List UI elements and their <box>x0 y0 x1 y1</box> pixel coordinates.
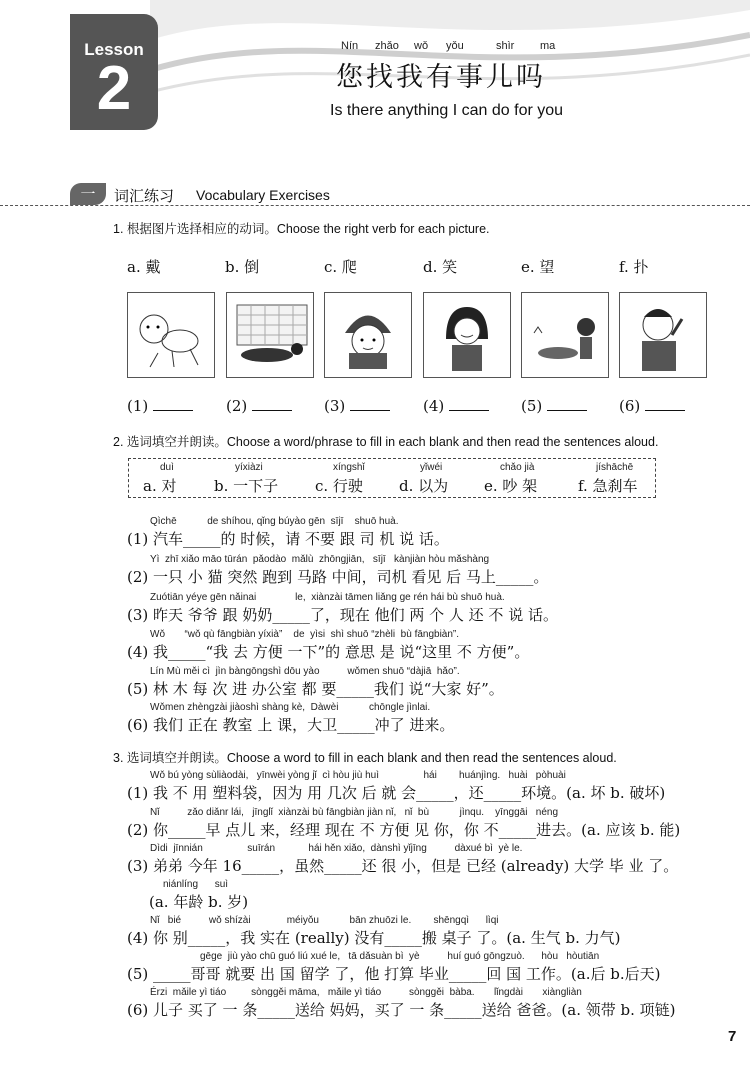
picture-crawling-baby <box>127 292 215 378</box>
q1-blank-5[interactable] <box>521 397 587 415</box>
q3-sentence-2-pinyin: Nǐ zǎo diǎnr lái, jīnglǐ xiànzài bù fāngbiàn jiàn nǐ, nǐ bù jìnqu. yīnggāi néng <box>150 807 559 818</box>
q2-option-b: b. 一下子 <box>214 477 279 495</box>
q1-number-3: (3) <box>324 397 346 415</box>
q2-sentence-3-pinyin: Zuótiān yéye gēn nǎinai le, xiànzài tāmen liǎng ge rén hái bù shuō huà. <box>150 592 505 603</box>
q3-sentence-3-choices: (a. 年龄 b. 岁) <box>149 893 249 911</box>
lesson-number: 2 <box>96 54 132 123</box>
title-pinyin-4: yǒu <box>446 40 464 52</box>
q1-number-1: (1) <box>127 397 149 415</box>
title-pinyin-5: shìr <box>496 40 515 52</box>
q2-sentence-1[interactable]: (1) 汽车_____的 时候，请 不要 跟 司 机 说 话。 <box>127 530 449 548</box>
q2-option-e: e. 吵 架 <box>484 477 538 495</box>
q1-blank-1[interactable] <box>127 397 193 415</box>
q1-option-c: c. 爬 <box>324 258 357 276</box>
title-pinyin-2: zhǎo <box>375 40 399 52</box>
title-pinyin-6: ma <box>540 40 556 52</box>
q3-sentence-4-pinyin: Nǐ bié wǒ shízài méiyǒu bān zhuōzi le. shēngqì lìqi <box>150 915 499 926</box>
q1-number-4: (4) <box>423 397 445 415</box>
picture-looking-at-fall <box>521 292 609 378</box>
q2-option-d-pinyin: yǐwéi <box>420 462 443 473</box>
q1-option-f: f. 扑 <box>619 258 649 276</box>
q1-option-a: a. 戴 <box>127 258 161 276</box>
q3-sentence-5-pinyin: gēge jiù yào chū guó liú xué le, tā dǎsuàn bì yè huí guó gōngzuò. hòu hòutiān <box>200 951 600 962</box>
picture-girl-winter-hat <box>324 292 412 378</box>
q1-option-b: b. 倒 <box>225 258 260 276</box>
q2-option-b-pinyin: yíxiàzi <box>235 462 263 473</box>
q2-option-a-pinyin: duì <box>160 462 174 473</box>
q1-blank-3[interactable] <box>324 397 390 415</box>
q3-sentence-1[interactable]: (1) 我 不 用 塑料袋，因为 用 几次 后 就 会_____，还_____环境。(a. 坏 b. 破坏) <box>127 784 666 802</box>
q2-word-bank <box>128 458 656 498</box>
q1-blank-2[interactable] <box>226 397 292 415</box>
q1-option-d: d. 笑 <box>423 258 458 276</box>
q3-sentence-3-pinyin: Dìdi jīnnián suīrán hái hěn xiǎo, dànshì yǐjīng dàxué bì yè le. <box>150 843 523 854</box>
q2-sentence-5-pinyin: Lín Mù měi cì jìn bàngōngshì dōu yào wǒmen shuō “dàjiā hǎo”. <box>150 666 460 677</box>
page-title-english: Is there anything I can do for you <box>330 102 564 119</box>
q3-heading: 3. 选词填空并朗读。Choose a word to fill in each blank and then read the sentences aloud. <box>113 751 617 765</box>
q2-sentence-2-pinyin: Yì zhī xiǎo māo tūrán pǎodào mǎlù zhōngjiān, sījī kànjiàn hòu mǎshàng <box>150 554 490 565</box>
section-number-badge: 一 <box>70 183 106 205</box>
q2-option-e-pinyin: chǎo jià <box>500 462 535 473</box>
lesson-word: Lesson <box>84 40 144 59</box>
q2-sentence-4-pinyin: Wǒ “wǒ qù fāngbiàn yíxià” de yìsi shì shuō “zhèli bù fāngbiàn”. <box>150 629 460 640</box>
page-number: 7 <box>728 1028 737 1045</box>
q2-sentence-1-pinyin: Qìchē de shíhou, qǐng búyào gēn sījī shuō huà. <box>150 516 399 527</box>
picture-smiling-girl <box>423 292 511 378</box>
picture-falling-goalkeeper <box>226 292 314 378</box>
section-label-english: Vocabulary Exercises <box>196 187 330 203</box>
q3-sentence-6-pinyin: Érzi mǎile yì tiáo sònggěi māma, mǎile yì tiáo sònggěi bàba. lǐngdài xiàngliàn <box>150 987 582 998</box>
q3-sentence-4[interactable]: (4) 你 别_____，我 实在 (really) 没有_____搬 桌子 了。(a. 生气 b. 力气) <box>127 929 621 947</box>
q2-option-f-pinyin: jíshāchē <box>596 462 634 473</box>
q1-number-6: (6) <box>619 397 641 415</box>
section-divider <box>0 205 750 206</box>
title-pinyin-1: Nín <box>341 40 359 52</box>
q1-number-5: (5) <box>521 397 543 415</box>
title-pinyin-3: wǒ <box>414 40 429 52</box>
q2-option-c: c. 行驶 <box>315 477 363 495</box>
page-title-chinese: 您找我有事儿吗 <box>336 62 546 93</box>
q1-blank-6[interactable] <box>619 397 685 415</box>
q2-option-d: d. 以为 <box>399 477 449 495</box>
lesson-badge <box>70 14 158 130</box>
q2-option-f: f. 急刹车 <box>578 477 638 495</box>
q2-sentence-5[interactable]: (5) 林 木 每 次 进 办公室 都 要_____我们 说“大家 好”。 <box>127 680 504 698</box>
q3-sentence-3[interactable]: (3) 弟弟 今年 16_____，虽然_____还 很 小，但是 已经 (already) 大学 毕 业 了。 <box>127 857 679 875</box>
q3-sentence-1-pinyin: Wǒ bú yòng sùliàodài, yīnwèi yòng jǐ cì hòu jiù huì hái huánjìng. huài pòhuài <box>150 770 566 781</box>
q1-option-e: e. 望 <box>521 258 555 276</box>
q3-sentence-2[interactable]: (2) 你_____早 点儿 来，经理 现在 不 方便 见 你，你 不_____进去。(a. 应该 b. 能) <box>127 821 681 839</box>
q3-sentence-6[interactable]: (6) 儿子 买了 一 条_____送给 妈妈，买了 一 条_____送给 爸爸。(a. 领带 b. 项链) <box>127 1001 676 1019</box>
picture-thinking-boy <box>619 292 707 378</box>
q2-option-a: a. 对 <box>143 477 177 495</box>
q1-heading: 1. 根据图片选择相应的动词。Choose the right verb for each picture. <box>113 222 490 236</box>
q2-sentence-6-pinyin: Wǒmen zhèngzài jiàoshì shàng kè, Dàwèi chōngle jìnlai. <box>150 702 431 713</box>
q1-number-2: (2) <box>226 397 248 415</box>
q2-sentence-6[interactable]: (6) 我们 正在 教室 上 课，大卫_____冲了 进来。 <box>127 716 455 734</box>
q2-heading: 2. 选词填空并朗读。Choose a word/phrase to fill in each blank and then read the sentences aloud. <box>113 435 659 449</box>
q3-sentence-5[interactable]: (5) _____哥哥 就要 出 国 留学 了，他 打算 毕业_____回 国 工作。(a.后 b.后天) <box>127 965 661 983</box>
q2-sentence-3[interactable]: (3) 昨天 爷爷 跟 奶奶_____了，现在 他们 两 个 人 还 不 说 话。 <box>127 606 558 624</box>
q2-sentence-2[interactable]: (2) 一只 小 猫 突然 跑到 马路 中间，司机 看见 后 马上_____。 <box>127 568 549 586</box>
q1-blank-4[interactable] <box>423 397 489 415</box>
q2-sentence-4[interactable]: (4) 我_____“我 去 方便 一下”的 意思 是 说“这里 不 方便”。 <box>127 643 530 661</box>
section-label-chinese: 词汇练习 <box>114 187 175 205</box>
q2-option-c-pinyin: xíngshǐ <box>333 462 365 473</box>
q3-sentence-3-choices-pinyin: niánlíng suì <box>163 879 229 890</box>
